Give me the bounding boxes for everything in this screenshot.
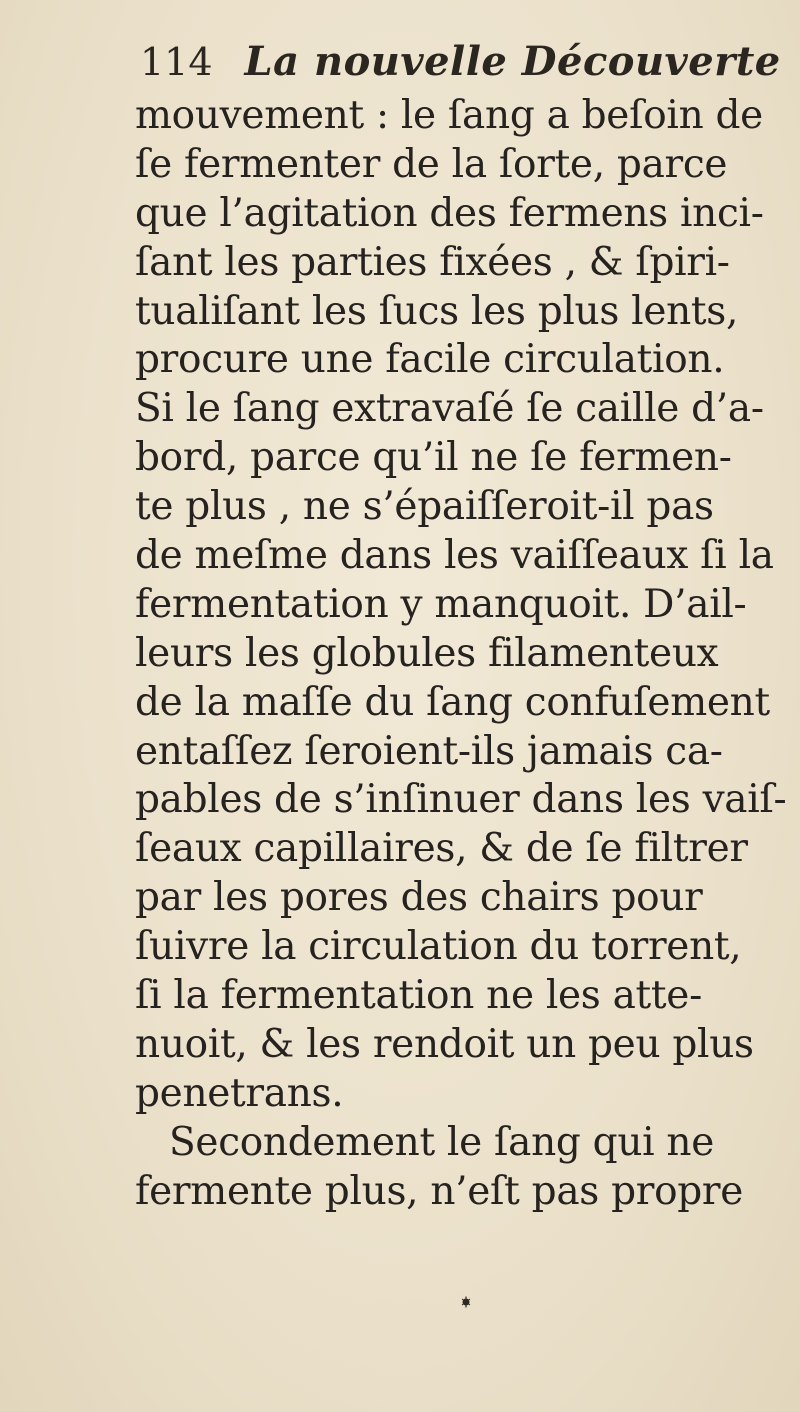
running-head <box>140 38 781 94</box>
text-line: leurs les globules filamenteux <box>135 630 719 676</box>
text-line: Secondement le ſang qui ne <box>169 1119 714 1165</box>
text-line: fermente plus, n’eſt pas propre <box>135 1168 744 1214</box>
text-line: pables de s’inſinuer dans les vaiſ- <box>135 777 787 823</box>
text-line: mouvement : le ſang a beſoin de <box>135 93 763 138</box>
text-line: ſeaux capillaires, & de ſe filtrer <box>135 826 748 872</box>
text-line: tualiſant les ſucs les plus lents, <box>135 288 739 334</box>
text-line: fermentation y manquoit. D’ail- <box>135 581 747 627</box>
printer-mark-icon <box>461 1296 471 1308</box>
text-line: entaſſez ſeroient-ils jamais ca- <box>135 728 723 774</box>
text-line: procure une facile circulation. <box>135 337 725 383</box>
text-line: de la maſſe du ſang confuſement <box>135 679 770 725</box>
text-line: penetrans. <box>135 1070 344 1116</box>
text-line: ſuivre la circulation du torrent, <box>135 924 742 970</box>
page-number: 114 <box>140 40 213 84</box>
text-line: Si le ſang extravaſé ſe caille d’a- <box>135 386 764 432</box>
text-line: que l’agitation des fermens inci- <box>135 190 764 236</box>
body-text <box>135 92 787 1216</box>
running-title: La nouvelle Découverte <box>244 38 781 85</box>
text-line: ſe fermenter de la ſorte, parce <box>135 141 728 187</box>
text-line: par les pores des chairs pour <box>135 875 703 921</box>
text-line: nuoit, & les rendoit un peu plus <box>135 1021 754 1067</box>
text-line: bord, parce qu’il ne ſe fermen- <box>135 435 732 481</box>
text-line: ſi la fermentation ne les atte- <box>135 973 702 1019</box>
text-line: te plus , ne s’épaiſſeroit-il pas <box>135 484 714 530</box>
text-line: ſant les parties fixées , & ſpiri- <box>135 239 730 285</box>
text-line: de meſme dans les vaiſſeaux ſi la <box>135 533 774 579</box>
